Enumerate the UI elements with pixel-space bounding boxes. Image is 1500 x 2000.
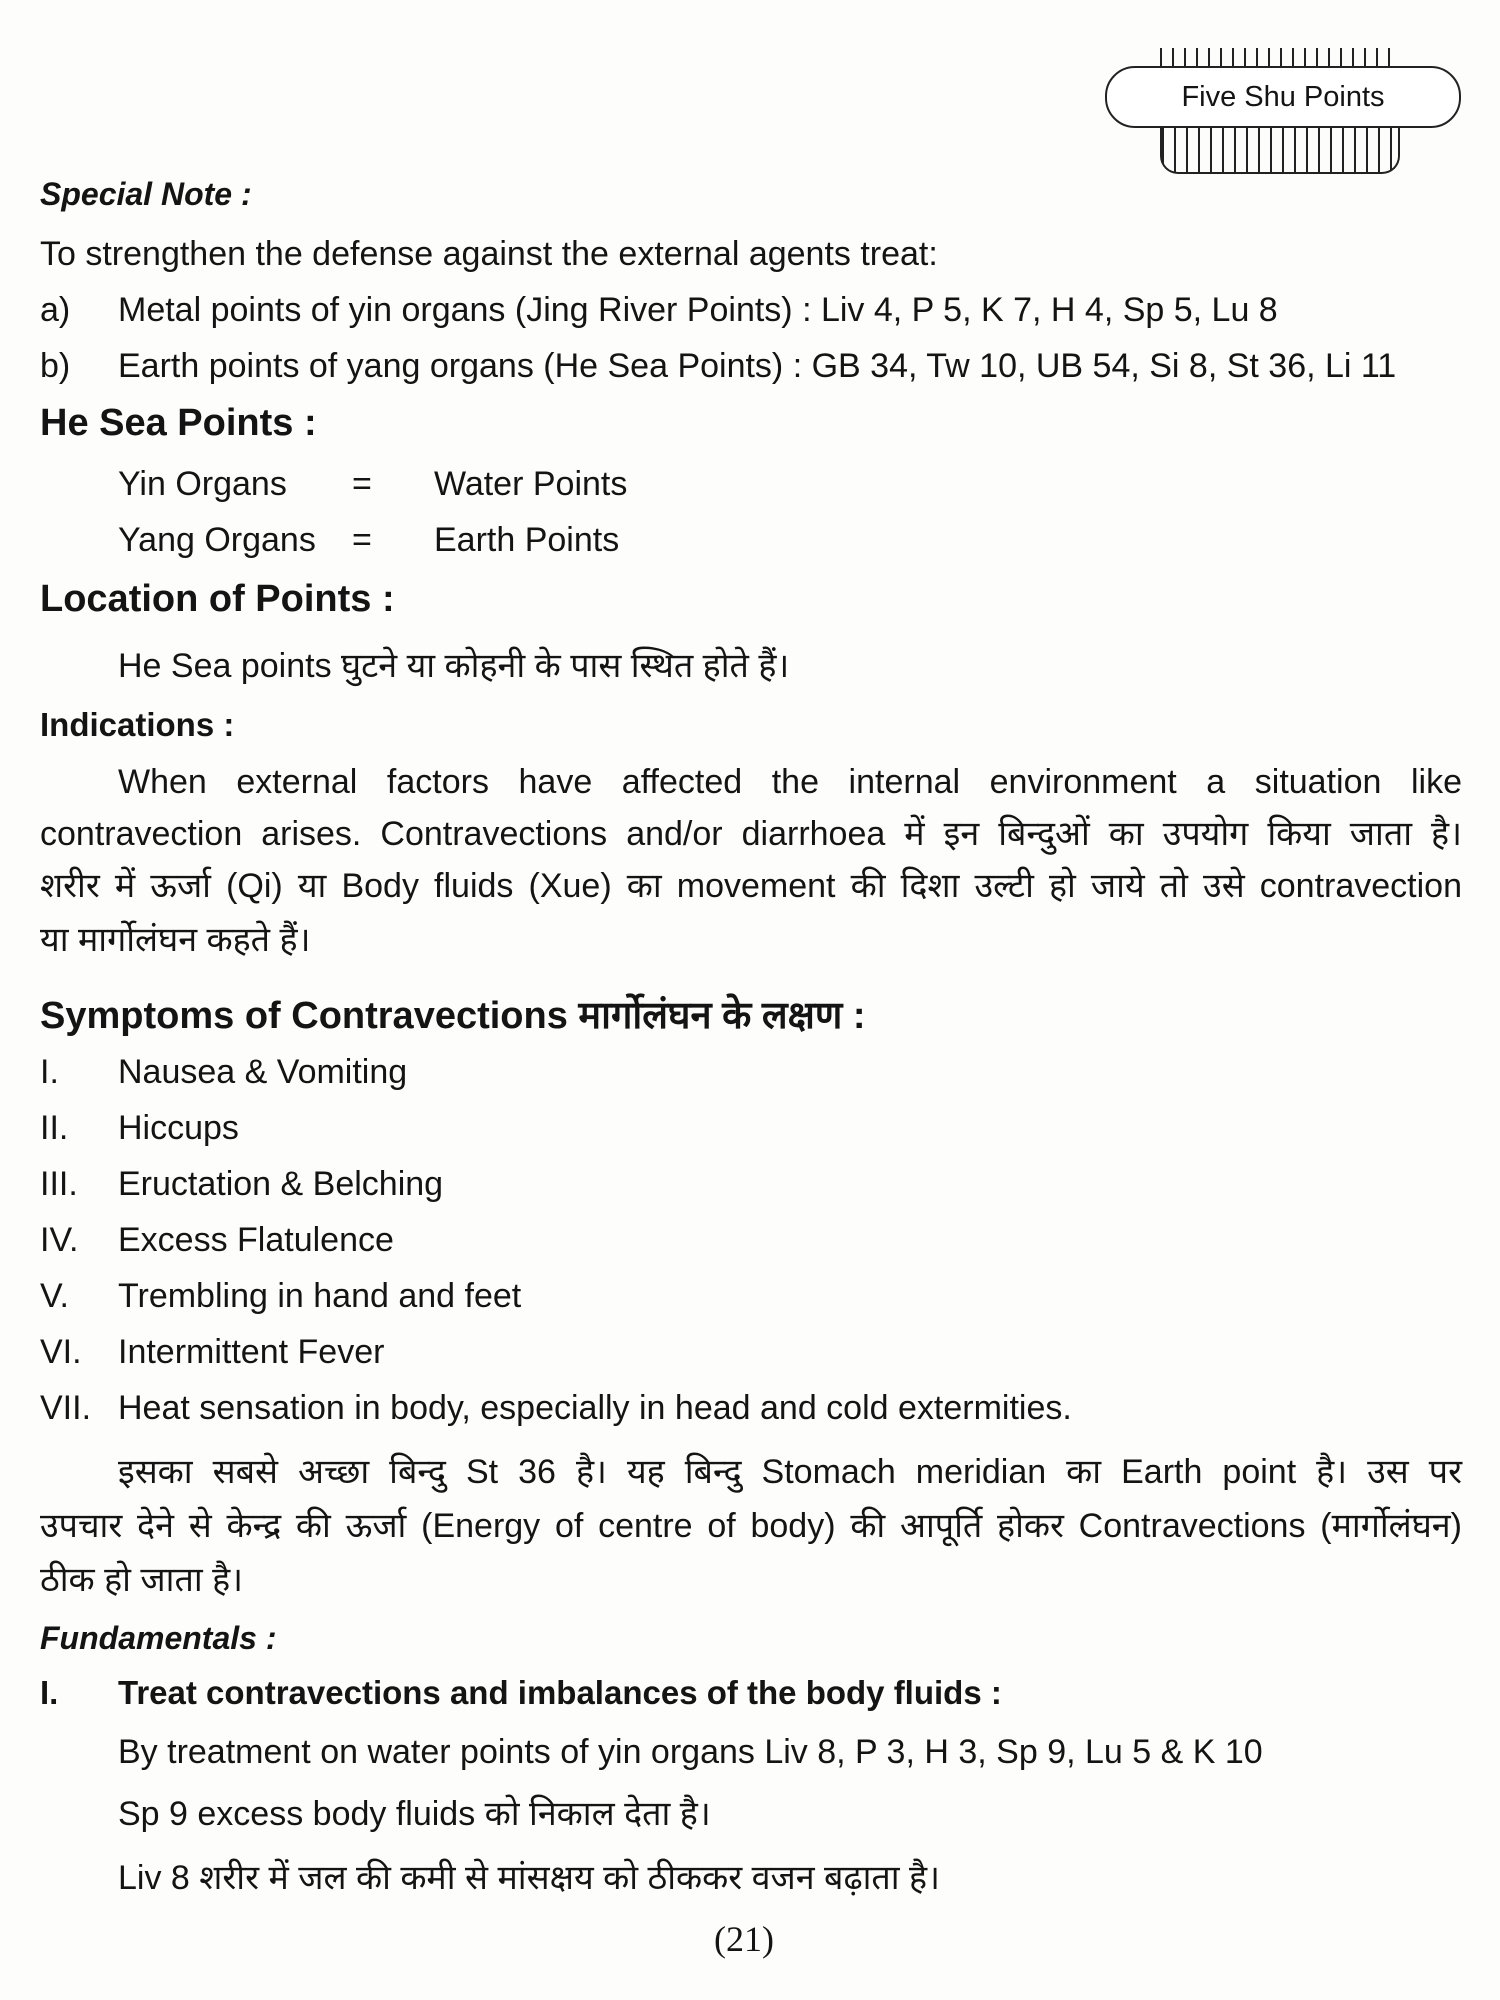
header-tab-comb-bottom (1160, 126, 1400, 174)
indications-line-2: contravection arises. Contravections and/or diarrhoea में इन बिन्दुओं का उपयोग किया जाता है। (40, 815, 1462, 853)
he-sea-row2-right: Earth Points (434, 521, 620, 559)
special-note-marker-b: b) (40, 347, 71, 385)
fundamentals-line-1: By treatment on water points of yin organs Liv 8, P 3, H 3, Sp 9, Lu 5 & K 10 (118, 1733, 1263, 1771)
symptom-item: Eructation & Belching (118, 1165, 444, 1203)
he-sea-row1-right: Water Points (434, 465, 628, 503)
location-heading: Location of Points : (40, 578, 395, 620)
location-text: He Sea points घुटने या कोहनी के पास स्थित होते हैं। (118, 647, 790, 685)
fundamentals-item-marker: I. (40, 1674, 59, 1711)
special-note-item-a: Metal points of yin organs (Jing River Points) : Liv 4, P 5, K 7, H 4, Sp 5, Lu 8 (118, 291, 1278, 329)
he-sea-row2-eq: = (352, 521, 372, 559)
symptoms-para-line-1: इसका सबसे अच्छा बिन्दु St 36 है। यह बिन्दु Stomach meridian का Earth point है। उस पर (118, 1453, 1462, 1491)
symptom-item: Nausea & Vomiting (118, 1053, 408, 1091)
symptom-item: Intermittent Fever (118, 1333, 385, 1371)
fundamentals-heading: Fundamentals : (40, 1620, 277, 1656)
symptom-marker: II. (40, 1109, 69, 1147)
header-tab (1105, 66, 1461, 128)
symptoms-para-line-3: ठीक हो जाता है। (40, 1561, 244, 1599)
symptom-item: Excess Flatulence (118, 1221, 394, 1259)
header-tab-comb-top (1160, 48, 1400, 66)
special-note-marker-a: a) (40, 291, 71, 329)
special-note-heading: Special Note : (40, 176, 252, 212)
symptoms-heading: Symptoms of Contravections मार्गोलंघन के लक्षण : (40, 995, 866, 1037)
symptom-marker: VII. (40, 1389, 92, 1427)
indications-line-1: When external factors have affected the internal environment a situation like (118, 763, 1462, 801)
fundamentals-line-2: Sp 9 excess body fluids को निकाल देता है। (118, 1795, 711, 1833)
symptom-item: Hiccups (118, 1109, 239, 1147)
symptoms-para-line-2: उपचार देने से केन्द्र की ऊर्जा (Energy of centre of body) की आपूर्ति होकर Contravections (मार्गोलंघन) (40, 1507, 1462, 1545)
symptom-marker: VI. (40, 1333, 82, 1371)
symptom-marker: I. (40, 1053, 59, 1091)
indications-heading: Indications : (40, 706, 235, 743)
he-sea-row1-eq: = (352, 465, 372, 503)
symptom-marker: IV. (40, 1221, 79, 1259)
special-note-intro: To strengthen the defense against the external agents treat: (40, 235, 938, 273)
page-number: (21) (714, 1919, 774, 1959)
fundamentals-item-title: Treat contravections and imbalances of the body fluids : (118, 1674, 1002, 1711)
symptom-item: Trembling in hand and feet (118, 1277, 522, 1315)
special-note-item-b: Earth points of yang organs (He Sea Points) : GB 34, Tw 10, UB 54, Si 8, St 36, Li 11 (118, 347, 1397, 385)
symptom-marker: V. (40, 1277, 70, 1315)
he-sea-row2-left: Yang Organs (118, 521, 316, 559)
fundamentals-line-3: Liv 8 शरीर में जल की कमी से मांसक्षय को ठीककर वजन बढ़ाता है। (118, 1859, 940, 1897)
symptom-marker: III. (40, 1165, 78, 1203)
indications-line-3: शरीर में ऊर्जा (Qi) या Body fluids (Xue) का movement की दिशा उल्टी हो जाये तो उसे contravection (40, 867, 1462, 905)
header-tab-label: Five Shu Points (1181, 80, 1385, 113)
indications-line-4: या मार्गोलंघन कहते हैं। (40, 921, 311, 959)
symptom-item: Heat sensation in body, especially in head and cold extermities. (118, 1389, 1072, 1427)
he-sea-row1-left: Yin Organs (118, 465, 287, 503)
he-sea-heading: He Sea Points : (40, 402, 317, 444)
